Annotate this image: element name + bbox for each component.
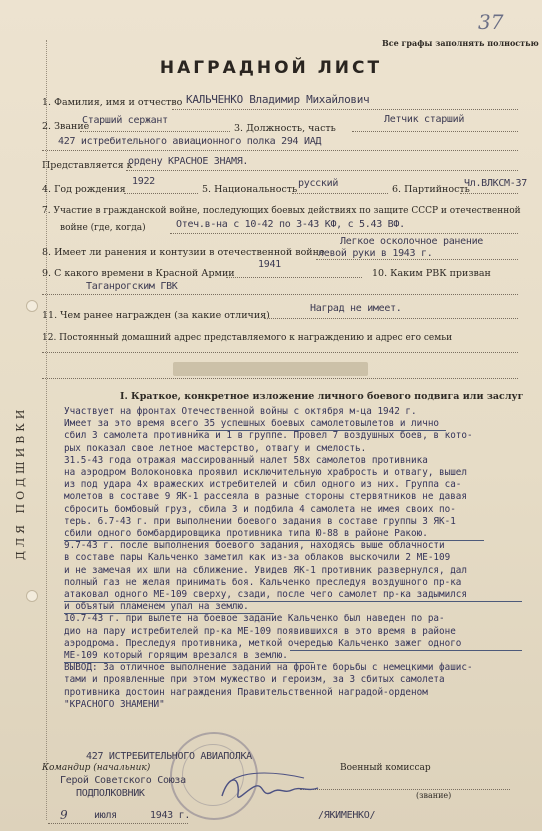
narrative-line: рых показал свое летное мастерство, отвагу и смелость. (64, 442, 367, 454)
field-awards-label: 11. Чем ранее награжден (за какие отличия) (42, 310, 270, 321)
narrative-line: тами и проявленные при этом мужество и героизм, за 3 сбитых самолета (64, 674, 445, 686)
presented-value: ордену КРАСНОЕ ЗНАМЯ. (128, 156, 249, 167)
pen-underline (64, 662, 314, 663)
narrative-line: Имеет за это время всего 35 успешных боевых самолетовылетов и лично (64, 418, 440, 430)
narrative-line: в составе пары Кальченко заметил как из-за облаков выскочили 2 МЕ-109 (64, 552, 451, 564)
fill-all-note: Все графы заполнять полностью (382, 38, 539, 48)
field-rule (226, 277, 362, 278)
field-birth-label: 4. Год рождения (42, 184, 126, 195)
field-rank-label: 2. Звание (42, 121, 90, 132)
commissar-label: Военный комиссар (340, 763, 431, 773)
redacted-address (173, 362, 368, 376)
field-rule (48, 823, 188, 824)
commander-rank-2: ПОДПОЛКОВНИК (76, 788, 145, 799)
narrative-line: аэродрома. Преследуя противника, меткой очередью Кальченко зажег одного (64, 637, 462, 649)
field-rule (264, 318, 518, 319)
pen-underline (64, 601, 522, 602)
field-rule (124, 193, 198, 194)
field-rule (172, 109, 518, 110)
narrative-line: МЕ-109 который горящим врезался в землю. (64, 650, 288, 662)
rank-caption: (звание) (416, 791, 452, 800)
punch-hole (26, 300, 38, 312)
narrative-line: на аэродром Волоконовка проявил исключительную храбрость и отвагу, вышел (64, 467, 467, 479)
narrative-line: терь. 6.7-43 г. при выполнении боевого задания в составе группы 3 ЯК-1 (64, 515, 456, 527)
field-rule (42, 294, 518, 295)
signer-name: /ЯКИМЕНКО/ (318, 810, 376, 821)
field-party-value: Чл.ВЛКСМ-37 (464, 178, 527, 189)
field-name-label: 1. Фамилия, имя и отчество (42, 97, 183, 108)
handwritten-signature (218, 768, 323, 808)
pen-underline (290, 650, 522, 651)
date-month: июля (94, 810, 117, 821)
narrative-line: молетов в составе 9 ЯК-1 рассеяла в разные стороны стервятников не давая (64, 491, 467, 503)
commander-unit: 427 ИСТРЕБИТЕЛЬНОГО АВИАПОЛКА (86, 751, 252, 762)
field-war-label: 7. Участие в гражданской войне, последующих боевых действиях по защите СССР и отечественной (42, 206, 521, 216)
narrative-line: сбросить бомбовый груз, сбила 3 и подбила 4 самолета не имея своих по- (64, 503, 456, 515)
field-rule (42, 352, 518, 353)
field-rule (80, 131, 230, 132)
field-rule (460, 193, 518, 194)
field-wounds-label: 8. Имеет ли ранения и контузии в отечественной войне (42, 247, 325, 258)
narrative-line: сбили одного бомбардировщика противника типа Ю-88 в районе Ракою. (64, 528, 428, 540)
field-rule (42, 378, 518, 379)
commander-rank: Герой Советского Союза (60, 775, 186, 786)
field-war-value: Отеч.в-на с 10-42 по 3-43 КФ, с 5.43 ВФ. (176, 219, 405, 230)
field-nationality-label: 5. Национальность (202, 184, 298, 195)
punch-hole (26, 590, 38, 602)
field-birth-value: 1922 (132, 176, 155, 187)
narrative-line: 31.5-43 года отражая массированный налет 58х самолетов противника (64, 454, 428, 466)
pen-underline (64, 613, 274, 614)
field-party-label: 6. Партийность (392, 184, 470, 195)
field-wounds-value-2: левой руки в 1943 г. (318, 248, 433, 259)
field-rule (316, 259, 518, 260)
narrative-line: атаковал одного МЕ-109 сверху, сзади, после чего самолет пр-ка задымился (64, 589, 467, 601)
pen-underline (64, 540, 484, 541)
field-awards-value: Наград не имеет. (310, 303, 402, 314)
binding-label: ДЛЯ ПОДШИВКИ (14, 405, 27, 560)
pen-underline (196, 430, 446, 431)
field-rule (170, 233, 518, 234)
date-day: 9 (60, 808, 68, 822)
page-title: НАГРАДНОЙ ЛИСТ (159, 58, 383, 78)
field-rule (126, 170, 518, 171)
field-position-value: Летчик старший (384, 114, 465, 125)
field-army-since-label: 9. С какого времени в Красной Армии (42, 268, 235, 279)
narrative-line: и не замечая их шли на сближение. Увидев ЯК-1 противник развернулся, дал (64, 564, 467, 576)
field-army-since-value: 1941 (258, 259, 281, 270)
field-address-label: 12. Постоянный домашний адрес представляемого к награждению и адрес его семьи (42, 333, 453, 343)
field-rvk-value: Таганрогским ГВК (86, 281, 178, 292)
narrative-block (64, 406, 524, 711)
narrative-line: Участвует на фронтах Отечественной войны с октября м-ца 1942 г. (64, 406, 417, 417)
narrative-line: из под удара 4х вражеских истребителей и сбил одного из них. Группа са- (64, 479, 462, 491)
narrative-line: дио на пару истребителей пр-ка МЕ-109 появившихся в это время в районе (64, 625, 456, 637)
narrative-line: 10.7-43 г. при вылете на боевое задание Кальченко был наведен по ра- (64, 613, 445, 625)
archive-number: 37 (478, 10, 504, 34)
field-rvk-label: 10. Каким РВК призван (372, 268, 491, 279)
narrative-line: сбил 3 самолета противника и 1 в группе. Провел 7 воздушных боев, в кото- (64, 430, 473, 442)
narrative-line: ВЫВОД: За отличное выполнение заданий на фронте борьбы с немецкими фашис- (64, 662, 473, 674)
margin-line (46, 40, 48, 820)
presented-label: Представляется к (42, 160, 133, 171)
field-position-label: 3. Должность, часть (234, 123, 336, 134)
narrative-line: "КРАСНОГО ЗНАМЕНИ" (64, 698, 165, 710)
field-unit-value: 427 истребительного авиационного полка 294 ИАД (58, 136, 322, 147)
commander-label: Командир (начальник) (42, 763, 151, 773)
field-rule (292, 193, 388, 194)
field-rule (352, 131, 518, 132)
narrative-line: и объятый пламенем упал на землю. (64, 601, 249, 613)
field-nationality-value: русский (298, 178, 339, 189)
field-wounds-value: Легкое осколочное ранение (340, 236, 484, 247)
field-rank-value: Старший сержант (82, 115, 168, 126)
date-year: 1943 г. (150, 810, 191, 821)
field-name-value: КАЛЬЧЕНКО Владимир Михайлович (186, 93, 370, 106)
field-rule (42, 150, 518, 151)
field-rule (300, 789, 510, 790)
section-heading: I. Краткое, конкретное изложение личного боевого подвига или заслуг (120, 391, 524, 402)
narrative-line: противника достоин награждения Правительственной наградой-орденом (64, 686, 428, 698)
narrative-line: полный газ не желая принимать боя. Кальченко преследуя воздушного пр-ка (64, 576, 462, 588)
field-war-label-2: войне (где, когда) (60, 223, 146, 233)
narrative-line: 9.7-43 г. после выполнения боевого задания, находясь выше облачности (64, 540, 445, 552)
